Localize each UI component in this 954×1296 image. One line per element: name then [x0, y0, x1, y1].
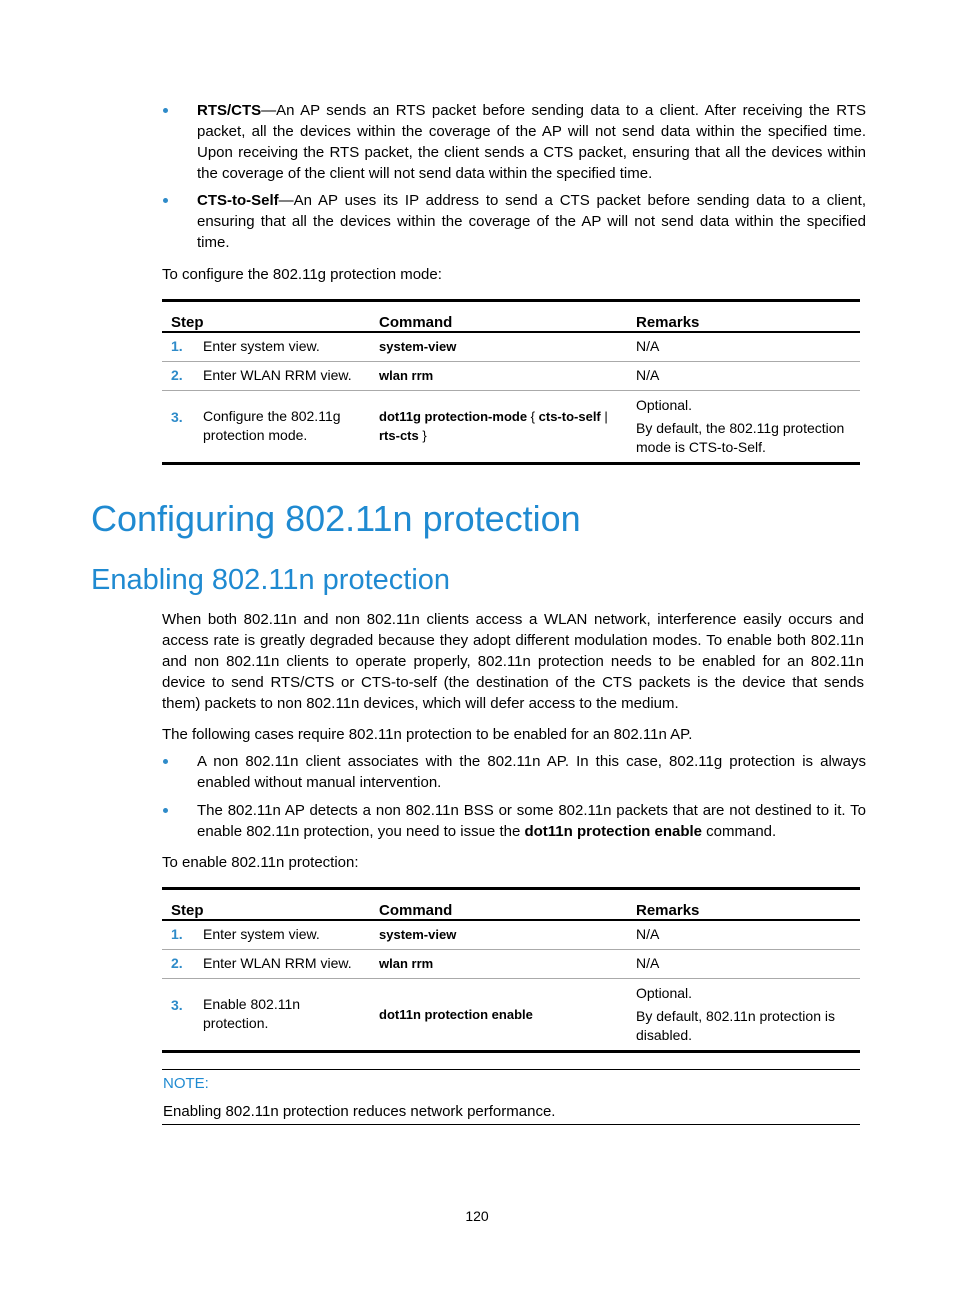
remark-default: By default, the 802.11g protection mode is CTS-to-Self.	[636, 419, 845, 455]
table-802-11n-protection	[162, 887, 860, 1053]
step-text: Enter system view.	[203, 338, 320, 355]
table-row	[162, 390, 860, 463]
bullet-dot	[163, 808, 168, 813]
step-text: Enable 802.11n protection.	[203, 996, 301, 1031]
remark-optional: Optional.	[636, 396, 693, 413]
cmd-brace: {	[527, 409, 539, 424]
step-number: 1.	[171, 338, 183, 355]
table-row	[162, 332, 860, 361]
step-number: 2.	[171, 367, 183, 383]
page-number: 120	[465, 1208, 489, 1224]
bullet-dot	[163, 108, 168, 113]
cmd-keyword: dot11g protection-mode	[379, 409, 528, 424]
step-text: Configure the 802.11g protection mode.	[203, 408, 341, 443]
case-1-text: A non 802.11n client associates with the 802.11n AP. In this case, 802.11g protection is always enabled without manual intervention.	[197, 753, 866, 791]
remark-cell: N/A	[627, 332, 860, 361]
header-command: Command	[370, 301, 627, 333]
command-cell: system-view	[370, 920, 627, 949]
subsection-heading: Enabling 802.11n protection	[91, 564, 451, 596]
table-header-row	[162, 301, 860, 333]
intro-g-protection: To configure the 802.11g protection mode:	[162, 266, 442, 283]
remark-cell: N/A	[627, 361, 860, 390]
note-label: NOTE:	[163, 1075, 209, 1092]
step-number: 2.	[171, 955, 183, 971]
case-2-text-b: command.	[702, 823, 777, 840]
remark-cell: N/A	[627, 920, 860, 949]
remark-cell	[627, 390, 860, 463]
table-row	[162, 361, 860, 390]
table-802-11g-protection	[162, 299, 860, 465]
paragraph-cases: The following cases require 802.11n protection to be enabled for an 802.11n AP.	[162, 726, 693, 743]
note-text: Enabling 802.11n protection reduces network performance.	[163, 1103, 556, 1120]
desc-rts-cts: —An AP sends an RTS packet before sending data to a client. After receiving the RTS packet, all the devices within the coverage of the AP will not send data within the specified time. Upon receiving the RTS packet, the client sends a CTS packet, ensuring that all the devices within the coverage of the client will not send data within the specified time.	[197, 102, 866, 182]
rts-cts-bullet-list	[162, 100, 866, 253]
cmd-brace: }	[418, 428, 427, 443]
command-cell: dot11n protection enable	[379, 1006, 533, 1022]
command-cell: wlan rrm	[370, 949, 627, 978]
bullet-cts-to-self	[162, 190, 866, 253]
step-text: Enter WLAN RRM view.	[203, 955, 352, 971]
table-header-row	[162, 889, 860, 921]
note-top-rule	[162, 1069, 860, 1070]
step-number: 3.	[171, 409, 183, 425]
bullet-case-2	[162, 800, 866, 842]
command-cell: wlan rrm	[370, 361, 627, 390]
table-row	[162, 949, 860, 978]
step-text: Enter WLAN RRM view.	[203, 367, 352, 383]
header-step: Step	[162, 889, 370, 921]
command-cell: system-view	[370, 332, 627, 361]
remark-optional: Optional.	[636, 984, 693, 1001]
table-row	[162, 978, 860, 1051]
cmd-option: rts-cts	[379, 428, 419, 443]
remark-default: By default, 802.11n protection is disabled.	[636, 1007, 835, 1043]
term-cts-to-self: CTS-to-Self	[197, 192, 279, 209]
header-remarks: Remarks	[627, 301, 860, 333]
n-cases-bullet-list	[162, 751, 866, 842]
cmd-separator: |	[600, 409, 608, 424]
table-row	[162, 920, 860, 949]
cmd-option: cts-to-self	[538, 409, 601, 424]
remark-cell: N/A	[627, 949, 860, 978]
header-remarks: Remarks	[627, 889, 860, 921]
remark-cell	[627, 978, 860, 1051]
bullet-case-1	[162, 751, 866, 793]
desc-cts-to-self: —An AP uses its IP address to send a CTS packet before sending data to a client, ensuring that all the devices within the coverage of the AP will not send data within the specified time.	[197, 192, 866, 251]
bullet-dot	[163, 759, 168, 764]
command-cell	[370, 390, 627, 463]
section-heading: Configuring 802.11n protection	[91, 498, 581, 539]
paragraph-intro: When both 802.11n and non 802.11n clients access a WLAN network, interference easily occurs and access rate is greatly degraded because they adopt different modulation modes. To enable both 802.11n and non 802.11n clients to operate properly, 802.11n protection needs to be enabled for an 802.11n device to send RTS/CTS or CTS-to-self (the destination of the CTS packets is the device that sends them) packets to non 802.11n devices, which will defer access to the medium.	[162, 611, 864, 712]
step-number: 3.	[171, 997, 183, 1013]
term-rts-cts: RTS/CTS	[197, 102, 262, 119]
header-step: Step	[162, 301, 370, 333]
header-command: Command	[370, 889, 627, 921]
step-text: Enter system view.	[203, 926, 320, 943]
case-2-command: dot11n protection enable	[524, 823, 702, 840]
step-number: 1.	[171, 926, 183, 943]
bullet-dot	[163, 198, 168, 203]
intro-n-protection: To enable 802.11n protection:	[162, 854, 359, 871]
bullet-rts-cts	[162, 100, 866, 184]
note-bottom-rule	[162, 1124, 860, 1125]
case-2-text-a: The 802.11n AP detects a non 802.11n BSS or some 802.11n packets that are not destined to it. To enable 802.11n protection, you need to issue the	[197, 802, 866, 840]
